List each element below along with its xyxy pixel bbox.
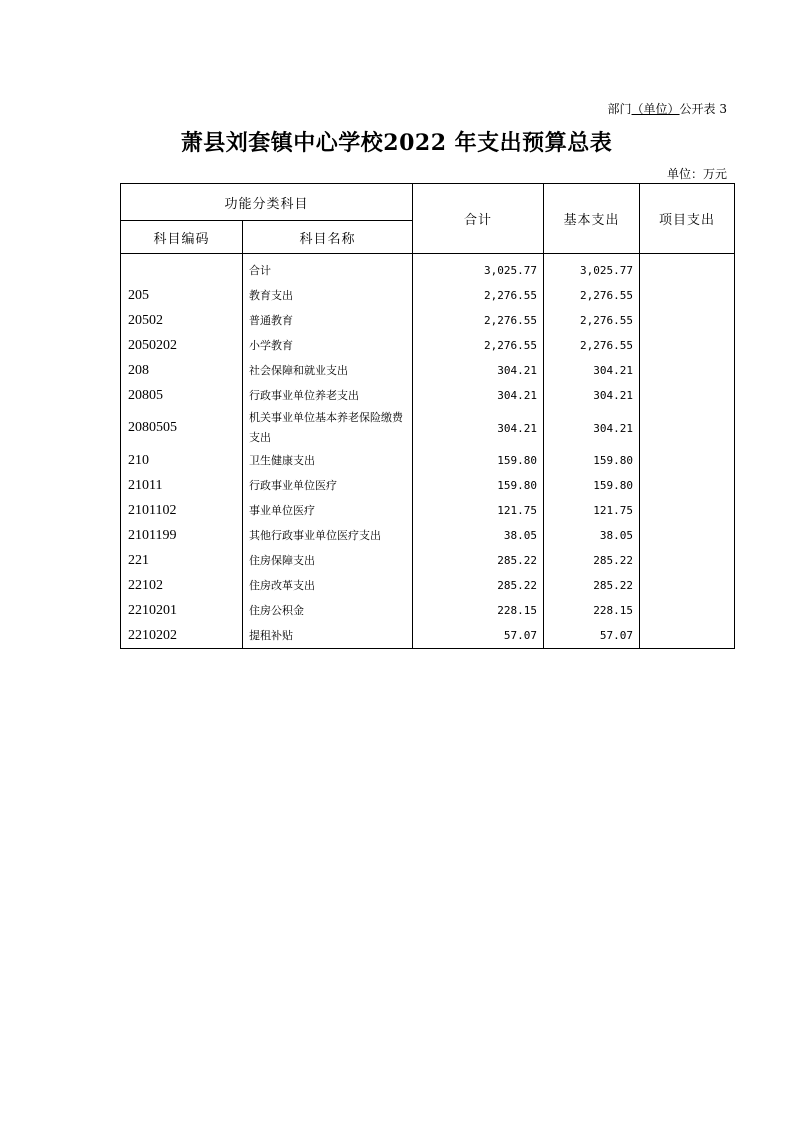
table-row — [121, 358, 735, 383]
row-total: 304.21 — [413, 383, 544, 408]
row-project — [640, 333, 735, 358]
row-code: 2050202 — [121, 333, 243, 358]
table-row — [121, 383, 735, 408]
row-name: 教育支出 — [243, 283, 413, 308]
row-basic: 3,025.77 — [544, 254, 640, 284]
row-total: 285.22 — [413, 548, 544, 573]
table-row — [121, 254, 735, 284]
row-name: 机关事业单位基本养老保险缴费支出 — [243, 408, 413, 448]
row-code: 2210201 — [121, 598, 243, 623]
table-number-note — [608, 100, 727, 117]
row-total: 304.21 — [413, 358, 544, 383]
row-basic: 2,276.55 — [544, 308, 640, 333]
table-row — [121, 548, 735, 573]
table-row — [121, 573, 735, 598]
row-name: 行政事业单位养老支出 — [243, 383, 413, 408]
col-header-code: 科目编码 — [121, 221, 243, 254]
table-row — [121, 283, 735, 308]
row-total: 304.21 — [413, 408, 544, 448]
row-total: 57.07 — [413, 623, 544, 649]
row-project — [640, 498, 735, 523]
table-row — [121, 598, 735, 623]
row-project — [640, 283, 735, 308]
row-code: 2101199 — [121, 523, 243, 548]
row-basic: 304.21 — [544, 408, 640, 448]
row-name: 住房改革支出 — [243, 573, 413, 598]
group-header-functional-category: 功能分类科目 — [121, 184, 413, 221]
row-name: 普通教育 — [243, 308, 413, 333]
row-code: 20502 — [121, 308, 243, 333]
table-row — [121, 498, 735, 523]
row-name: 住房公积金 — [243, 598, 413, 623]
note-suffix: 公开表 3 — [679, 102, 727, 116]
row-name: 卫生健康支出 — [243, 448, 413, 473]
row-basic: 304.21 — [544, 358, 640, 383]
row-code: 208 — [121, 358, 243, 383]
row-name: 提租补贴 — [243, 623, 413, 649]
row-basic: 121.75 — [544, 498, 640, 523]
page-title: 萧县刘套镇中心学校2022 年支出预算总表 — [180, 130, 613, 156]
row-name: 社会保障和就业支出 — [243, 358, 413, 383]
col-header-name: 科目名称 — [243, 221, 413, 254]
row-total: 2,276.55 — [413, 333, 544, 358]
row-project — [640, 383, 735, 408]
table-row — [121, 523, 735, 548]
row-total: 38.05 — [413, 523, 544, 548]
row-name: 合计 — [243, 254, 413, 284]
col-header-basic: 基本支出 — [544, 184, 640, 254]
row-code: 221 — [121, 548, 243, 573]
row-project — [640, 548, 735, 573]
note-prefix: 部门 — [607, 102, 632, 116]
row-total: 2,276.55 — [413, 308, 544, 333]
row-project — [640, 598, 735, 623]
row-basic: 159.80 — [544, 448, 640, 473]
row-total: 228.15 — [413, 598, 544, 623]
row-basic: 57.07 — [544, 623, 640, 649]
row-project — [640, 623, 735, 649]
row-project — [640, 523, 735, 548]
col-header-total: 合计 — [413, 184, 544, 254]
row-project — [640, 408, 735, 448]
row-project — [640, 473, 735, 498]
table-row — [121, 473, 735, 498]
row-project — [640, 254, 735, 284]
row-code: 22102 — [121, 573, 243, 598]
table-row — [121, 308, 735, 333]
unit-label: 单位：万元 — [666, 167, 727, 181]
row-code — [121, 254, 243, 284]
row-total: 159.80 — [413, 448, 544, 473]
row-name: 住房保障支出 — [243, 548, 413, 573]
row-basic: 2,276.55 — [544, 283, 640, 308]
row-total: 121.75 — [413, 498, 544, 523]
row-name: 小学教育 — [243, 333, 413, 358]
row-code: 2080505 — [121, 408, 243, 448]
row-basic: 38.05 — [544, 523, 640, 548]
row-project — [640, 573, 735, 598]
row-total: 3,025.77 — [413, 254, 544, 284]
row-project — [640, 308, 735, 333]
table-row — [121, 408, 735, 448]
row-basic: 228.15 — [544, 598, 640, 623]
row-code: 2101102 — [121, 498, 243, 523]
row-total: 2,276.55 — [413, 283, 544, 308]
row-total: 159.80 — [413, 473, 544, 498]
row-name: 事业单位医疗 — [243, 498, 413, 523]
col-header-project: 项目支出 — [640, 184, 735, 254]
row-basic: 285.22 — [544, 548, 640, 573]
table-row — [121, 333, 735, 358]
row-name: 行政事业单位医疗 — [243, 473, 413, 498]
row-code: 205 — [121, 283, 243, 308]
row-code: 21011 — [121, 473, 243, 498]
row-basic: 2,276.55 — [544, 333, 640, 358]
row-code: 20805 — [121, 383, 243, 408]
budget-table — [120, 183, 735, 649]
row-code: 2210202 — [121, 623, 243, 649]
row-code: 210 — [121, 448, 243, 473]
note-unit-underlined: （单位） — [631, 102, 680, 116]
row-basic: 304.21 — [544, 383, 640, 408]
row-project — [640, 358, 735, 383]
table-row — [121, 448, 735, 473]
row-total: 285.22 — [413, 573, 544, 598]
row-project — [640, 448, 735, 473]
row-basic: 285.22 — [544, 573, 640, 598]
row-name: 其他行政事业单位医疗支出 — [243, 523, 413, 548]
row-basic: 159.80 — [544, 473, 640, 498]
table-row — [121, 623, 735, 649]
